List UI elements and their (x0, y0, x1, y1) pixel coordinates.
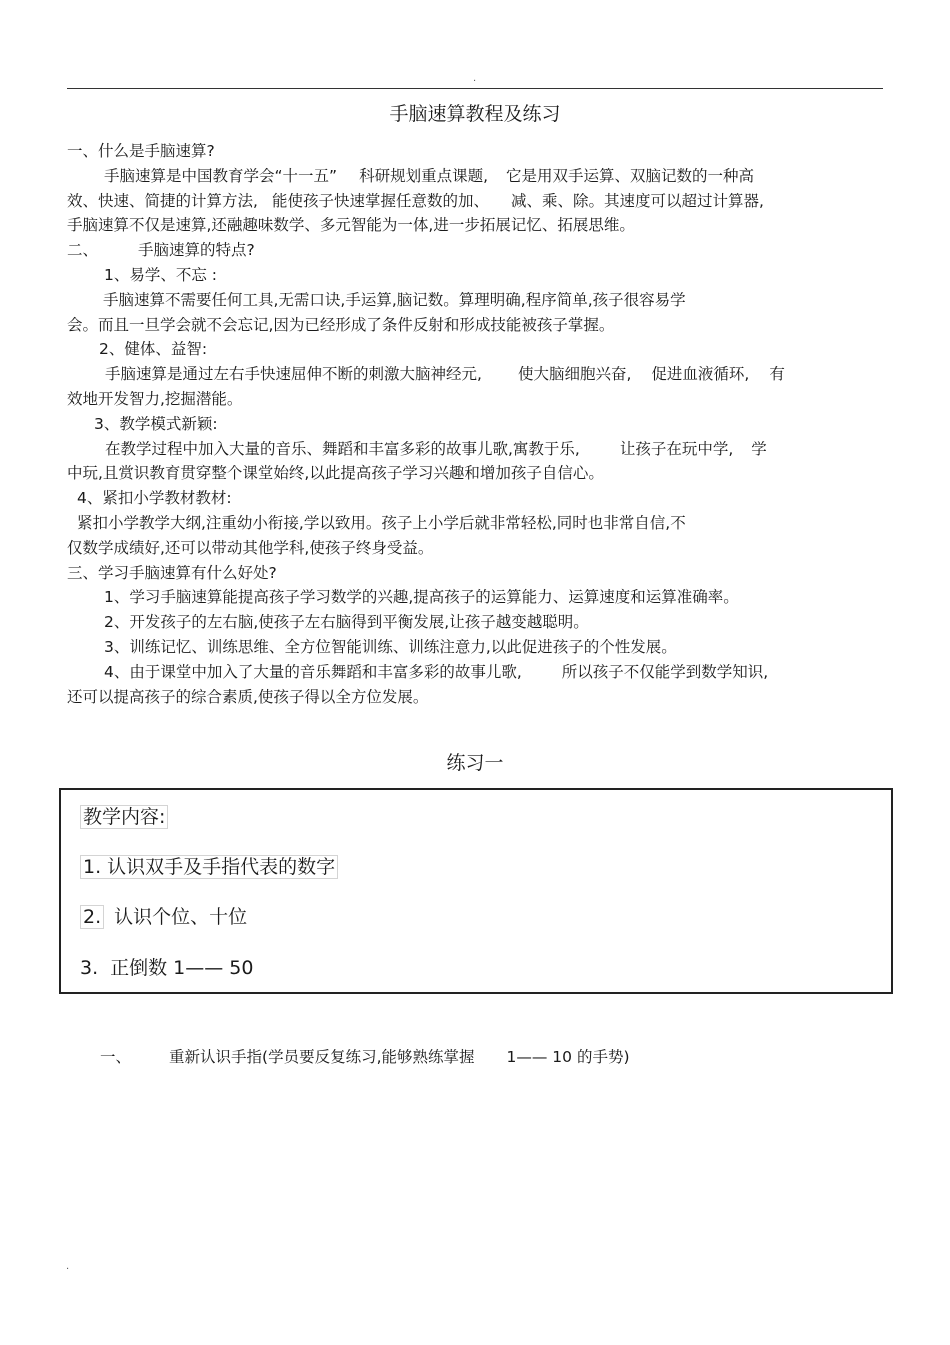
feature-2-title: 2、健体、益智: (99, 340, 208, 359)
text-segment: 能使孩子快速掌握任意数的加、 (271, 191, 489, 210)
content-item-2-text: 认识个位、十位 (114, 906, 248, 928)
top-mark: . (473, 73, 477, 84)
text-segment: 让孩子在玩中学, (619, 439, 734, 458)
exercise-text: 重新认识手指(学员要反复练习,能够熟练掌握 (169, 1048, 475, 1066)
feature-4-line-1: 紧扣小学教学大纲,注重幼小衔接,学以致用。孩子上小学后就非常轻松,同时也非常自信,不 (77, 513, 686, 532)
exercise-text-range: 1—— 10 的手势) (506, 1048, 630, 1066)
text-segment: 4、由于课堂中加入了大量的音乐舞蹈和丰富多彩的故事儿歌, (104, 662, 522, 681)
section-2-heading (67, 238, 887, 263)
bottom-mark: . (66, 1261, 70, 1272)
section-3-heading: 三、学习手脑速算有什么好处? (67, 563, 277, 582)
feature-2-line-2: 效地开发智力,挖掘潜能。 (67, 389, 243, 408)
feature-3-title: 3、教学模式新颖: (94, 414, 218, 433)
heading-text: 手脑速算的特点? (138, 241, 255, 260)
feature-3-line-1 (67, 437, 887, 462)
text-segment: 使大脑细胞兴奋, (517, 365, 632, 384)
content-item-3 (80, 955, 254, 981)
section-1-line-2 (67, 189, 887, 214)
practice-title: 练习一 (446, 752, 504, 774)
text-segment: 在教学过程中加入大量的音乐、舞蹈和丰富多彩的故事儿歌,寓教于乐, (105, 439, 580, 458)
text-segment: 科研规划重点课题, (359, 166, 488, 185)
content-item-3-number: 3. (80, 957, 99, 979)
intro-text (67, 139, 887, 709)
text-segment: 所以孩子不仅能学到数学知识, (561, 662, 769, 681)
text-segment: 有 (769, 365, 785, 384)
feature-1-line-1: 手脑速算不需要任何工具,无需口诀,手运算,脑记数。算理明确,程序简单,孩子很容易学 (103, 290, 686, 309)
heading-number: 二、 (67, 241, 99, 260)
page-title: 手脑速算教程及练习 (389, 103, 561, 125)
section-1-line-1 (67, 164, 887, 189)
content-item-1-text: 1. 认识双手及手指代表的数字 (80, 855, 338, 879)
feature-4-title: 4、紧扣小学教材教材: (77, 489, 232, 508)
feature-1-title: 1、易学、不忘 : (104, 265, 218, 284)
feature-2-line-1 (67, 362, 887, 387)
text-segment: 它是用双手运算、双脑记数的一种高 (506, 166, 755, 185)
section-1-heading: 一、什么是手脑速算? (67, 142, 215, 160)
benefit-4-line-2: 还可以提高孩子的综合素质,使孩子得以全方位发展。 (67, 687, 429, 706)
text-segment: 学 (751, 439, 767, 458)
text-segment: 促进血液循环, (651, 365, 750, 384)
text-segment: 效、快速、简捷的计算方法, (67, 191, 258, 210)
benefit-2: 2、开发孩子的左右脑,使孩子左右脑得到平衡发展,让孩子越变越聪明。 (104, 613, 589, 632)
text-segment: 手脑速算是中国教育学会“十一五” (104, 166, 338, 185)
benefit-1: 1、学习手脑速算能提高孩子学习数学的兴趣,提高孩子的运算能力、运算速度和运算准确率。 (104, 588, 739, 607)
exercise-1 (100, 1045, 630, 1069)
header-rule (67, 88, 883, 89)
feature-3-line-2: 中玩,且赏识教育贯穿整个课堂始终,以此提高孩子学习兴趣和增加孩子自信心。 (67, 464, 604, 483)
content-item-3-text: 正倒数 1—— 50 (110, 957, 254, 979)
feature-4-line-2: 仅数学成绩好,还可以带动其他学科,使孩子终身受益。 (67, 538, 434, 557)
content-label (80, 804, 168, 830)
content-item-1 (80, 854, 338, 880)
benefit-3: 3、训练记忆、训练思维、全方位智能训练、训练注意力,以此促进孩子的个性发展。 (104, 637, 677, 656)
content-item-2 (80, 904, 247, 930)
text-segment: 手脑速算是通过左右手快速屈伸不断的刺激大脑神经元, (105, 365, 482, 384)
content-label-text: 教学内容: (80, 805, 168, 829)
teaching-content-box (59, 788, 893, 994)
text-segment: 减、乘、除。其速度可以超过计算器, (510, 191, 764, 210)
content-item-2-number: 2. (80, 905, 104, 929)
benefit-4 (67, 660, 887, 685)
section-1-line-3: 手脑速算不仅是速算,还融趣味数学、多元智能为一体,进一步拓展记忆、拓展思维。 (67, 216, 635, 235)
exercise-number: 一、 (100, 1048, 132, 1066)
feature-1-line-2: 会。而且一旦学会就不会忘记,因为已经形成了条件反射和形成技能被孩子掌握。 (67, 315, 615, 334)
